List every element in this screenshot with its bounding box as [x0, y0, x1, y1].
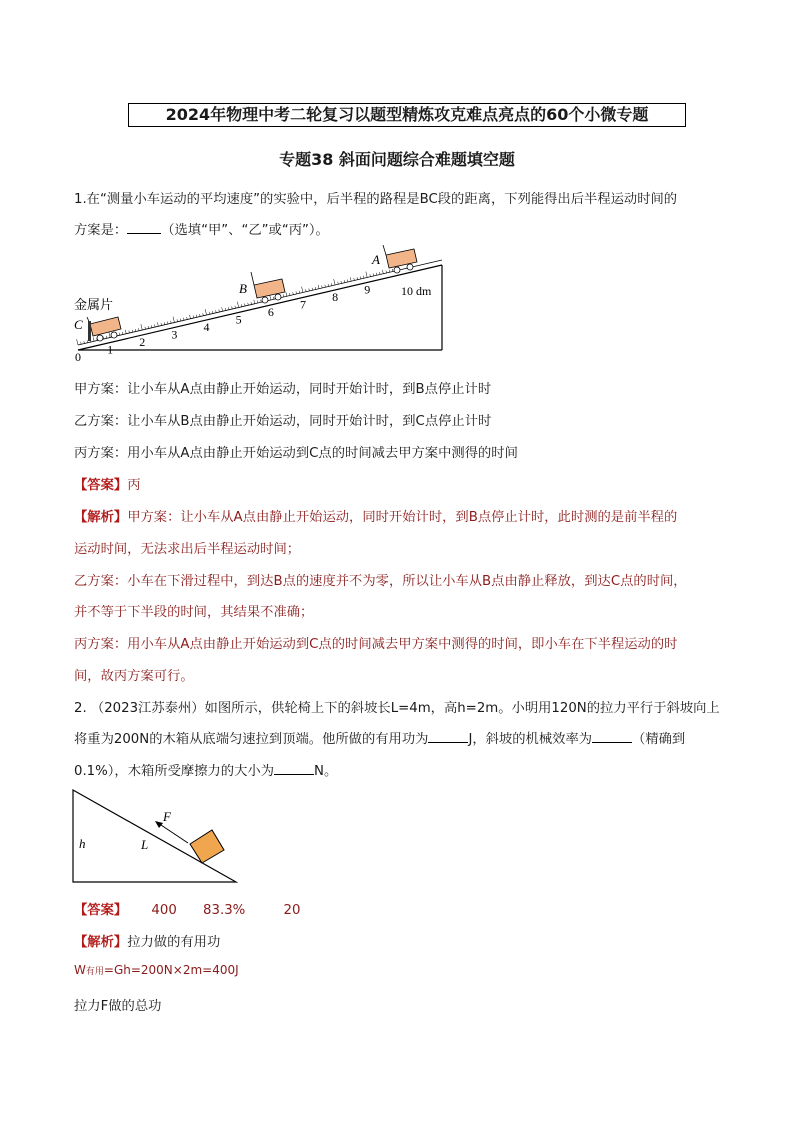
- q1-analysis-3a: 丙方案：用小车从A点由静止开始运动到C点的时间减去甲方案中测得的时间，即小车在下半程运动的时: [74, 637, 678, 652]
- point-a-label: A: [372, 252, 380, 267]
- ruler-tick: [273, 297, 274, 299]
- ruler-tick: [331, 283, 332, 285]
- ruler-tick: [338, 282, 339, 284]
- ruler-tick: [77, 339, 78, 345]
- ruler-tick: [200, 314, 201, 316]
- q1-text-line1: 1.在“测量小车运动的平均速度”的实验中，后半程的路程是BC段的距离，下列能得出后半程运动时间的: [74, 192, 678, 207]
- ruler-tick: [141, 324, 142, 330]
- ruler-tick: [187, 317, 188, 319]
- q2-text-line1: 2. （2023江苏泰州）如图所示，供轮椅上下的斜坡长L=4m，高h=2m。小明用120N的拉力平行于斜坡向上: [74, 701, 720, 716]
- q1-answer-blank: [127, 221, 161, 234]
- point-b-label: B: [239, 281, 247, 296]
- ruler-tick: [177, 319, 178, 321]
- q2-slope-figure: [70, 786, 242, 886]
- ruler-tick: [322, 286, 323, 288]
- ruler-tick-label: 3: [171, 327, 178, 342]
- ruler-tick: [84, 341, 85, 343]
- ruler-tick: [157, 322, 158, 326]
- ruler-tick: [341, 281, 342, 283]
- ruler-tick: [376, 273, 377, 275]
- ruler-tick-label: 0: [75, 350, 81, 364]
- q1-plan-jia: 甲方案：让小车从A点由静止开始运动，同时开始计时，到B点停止计时: [74, 382, 492, 397]
- ruler-tick: [350, 277, 351, 281]
- ruler-tick: [235, 306, 236, 308]
- cart-b: [251, 272, 285, 303]
- ruler-tick: [145, 327, 146, 329]
- ruler-tick: [257, 301, 258, 303]
- ruler-tick: [315, 287, 316, 289]
- ruler-tick: [302, 287, 303, 293]
- ruler-tick: [283, 295, 284, 297]
- q2-text-line3: [74, 760, 337, 779]
- ruler-tick: [119, 333, 120, 335]
- ruler-tick: [248, 303, 249, 305]
- q1-analysis-1b: 运动时间，无法求出后半程运动时间；: [74, 542, 301, 557]
- q1-answer: [74, 474, 140, 493]
- ruler-tick: [151, 325, 152, 327]
- ruler-tick: [212, 311, 213, 313]
- q2-answer-2: 83.3%: [203, 903, 246, 918]
- formula-subscript: 有用: [85, 967, 104, 977]
- ruler-tick-label: 9: [364, 282, 371, 297]
- ruler-tick: [183, 318, 184, 320]
- ruler-tick: [106, 336, 107, 338]
- ruler-tick: [251, 302, 252, 304]
- ruler-tick: [357, 277, 358, 279]
- ruler-tick: [148, 326, 149, 328]
- q1-analysis-tag: 【解析】: [74, 510, 128, 525]
- ruler-tick: [370, 274, 371, 276]
- ruler-tick: [232, 307, 233, 309]
- ruler-tick: [354, 278, 355, 280]
- q1-analysis-3b: 间，故丙方案可行。: [74, 669, 194, 684]
- q1-text-line2-start: 方案是：: [74, 223, 128, 238]
- q2-blank-work: [428, 730, 468, 743]
- wooden-box: [190, 830, 224, 863]
- q2-text-line2a: 将重为200N的木箱从底端匀速拉到顶端。他所做的有用功为: [74, 732, 429, 747]
- page-title: 2024年物理中考二轮复习以题型精炼攻克难点亮点的60个小微专题: [128, 103, 686, 127]
- ruler-tick: [228, 307, 229, 309]
- ruler-tick: [290, 293, 291, 295]
- q2-formula-useful-work: [74, 963, 239, 977]
- ruler-tick: [222, 307, 223, 311]
- ruler-tick: [373, 274, 374, 276]
- q2-text-line2c: （精确到: [632, 732, 686, 747]
- height-label: h: [79, 836, 86, 851]
- ruler-tick: [254, 300, 255, 304]
- ruler-tick: [161, 323, 162, 325]
- q2-answer-3: 20: [283, 903, 301, 918]
- ruler-tick: [325, 285, 326, 287]
- ruler-unit-label: 10 dm: [401, 284, 432, 298]
- force-arrow-head: [155, 821, 163, 828]
- ruler-tick: [293, 292, 294, 294]
- q2-answer-tag: 【答案】: [74, 903, 128, 918]
- ruler-tick: [122, 332, 123, 334]
- ruler-tick: [190, 315, 191, 319]
- point-c-label: C: [74, 317, 83, 332]
- ruler-tick: [261, 300, 262, 302]
- q2-blank-friction: [274, 762, 314, 775]
- ruler-tick: [309, 289, 310, 291]
- ruler-tick: [306, 289, 307, 291]
- metal-sheet: [88, 321, 91, 341]
- q1-incline-ruler-figure: [70, 245, 450, 369]
- q1-analysis-2a: 乙方案：小车在下滑过程中，到达B点的速度并不为零，所以让小车从B点由静止释放，到达C点的时间，: [74, 574, 687, 589]
- ruler-tick: [173, 317, 174, 323]
- ruler-tick: [245, 304, 246, 306]
- q1-analysis-1a: 甲方案：让小车从A点由静止开始运动，同时开始计时，到B点停止计时，此时测的是前半程的: [127, 510, 678, 525]
- formula-w: W: [74, 963, 86, 977]
- q2-text-line3a: 0.1%），木箱所受摩擦力的大小为: [74, 764, 274, 779]
- q1-analysis-1: [74, 506, 677, 525]
- ruler-tick: [363, 276, 364, 278]
- ruler-tick: [135, 329, 136, 331]
- ruler-tick: [125, 330, 126, 334]
- q2-blank-efficiency: [592, 730, 632, 743]
- q1-answer-value: 丙: [127, 478, 141, 493]
- q2-text-line3b: N。: [314, 764, 338, 779]
- ruler-tick: [193, 316, 194, 318]
- ruler-tick: [389, 270, 390, 272]
- q1-analysis-2b: 并不等于下半段的时间，其结果不准确；: [74, 605, 314, 620]
- ruler-tick-label: 4: [203, 319, 210, 334]
- ruler-tick-label: 1: [107, 342, 114, 357]
- q2-analysis-intro: [74, 931, 220, 950]
- ruler-tick: [382, 270, 383, 274]
- ruler-tick: [347, 280, 348, 282]
- ruler-tick: [299, 291, 300, 293]
- ruler-tick: [196, 315, 197, 317]
- ruler-tick: [360, 277, 361, 279]
- ruler-tick: [312, 288, 313, 290]
- q2-analysis-total: 拉力F做的总功: [74, 999, 162, 1014]
- ruler-tick: [296, 292, 297, 294]
- ruler-tick-label: 8: [332, 289, 339, 304]
- ruler-tick: [167, 322, 168, 324]
- ruler-tick: [138, 328, 139, 330]
- ruler-tick-label: 2: [139, 334, 146, 349]
- ruler-tick: [219, 310, 220, 312]
- ruler-tick: [328, 284, 329, 286]
- ruler-tick: [109, 332, 110, 338]
- ruler-tick: [216, 310, 217, 312]
- ruler-tick: [132, 330, 133, 332]
- ruler-tick: [334, 279, 335, 285]
- ruler-tick: [205, 309, 206, 315]
- q1-text-line2: [74, 219, 329, 238]
- ruler-tick: [155, 325, 156, 327]
- q2-text-line2b: J，斜坡的机械效率为: [468, 732, 593, 747]
- length-label: L: [141, 837, 149, 852]
- q2-analysis-intro-text: 拉力做的有用功: [127, 935, 221, 950]
- ruler-tick: [171, 321, 172, 323]
- ruler-tick: [237, 302, 238, 308]
- ruler-tick: [318, 285, 319, 289]
- ruler-tick: [380, 272, 381, 274]
- ruler-tick: [81, 342, 82, 344]
- q1-plan-yi: 乙方案：让小车从B点由静止开始运动，同时开始计时，到C点停止计时: [74, 414, 492, 429]
- formula-rest: =Gh=200N×2m=400J: [103, 963, 239, 977]
- q1-answer-tag: 【答案】: [74, 478, 128, 493]
- ruler-tick: [87, 340, 88, 342]
- cart-c: [87, 317, 121, 341]
- ruler-tick-label: 5: [235, 312, 242, 327]
- ruler-tick-label: 6: [267, 304, 274, 319]
- q1-text-line2-end: （选填“甲”、“乙”或“丙”）。: [161, 223, 329, 238]
- ruler-tick-label: 7: [299, 297, 306, 312]
- ruler-tick: [286, 292, 287, 296]
- q1-plan-bing: 丙方案：用小车从A点由静止开始运动到C点的时间减去甲方案中测得的时间: [74, 446, 518, 461]
- ruler-tick: [209, 312, 210, 314]
- ruler-tick: [225, 308, 226, 310]
- cart-a: [383, 245, 417, 273]
- ruler-tick: [164, 322, 165, 324]
- ruler-tick: [366, 272, 367, 278]
- force-label: F: [163, 809, 171, 824]
- q2-analysis-tag: 【解析】: [74, 935, 128, 950]
- ruler-tick: [392, 269, 393, 271]
- ruler-tick: [180, 319, 181, 321]
- ruler-tick: [203, 313, 204, 315]
- ruler-tick: [344, 280, 345, 282]
- q2-answer-1: 400: [151, 903, 177, 918]
- ruler-tick: [129, 331, 130, 333]
- topic-subtitle: 专题38 斜面问题综合难题填空题: [279, 150, 515, 169]
- metal-sheet-label: 金属片: [74, 297, 114, 312]
- ruler-ticks: [77, 264, 400, 345]
- q2-answer: [74, 899, 300, 918]
- q2-text-line2: [74, 728, 685, 747]
- ruler-tick: [93, 337, 94, 341]
- ruler-tick: [241, 304, 242, 306]
- ruler-tick: [386, 271, 387, 273]
